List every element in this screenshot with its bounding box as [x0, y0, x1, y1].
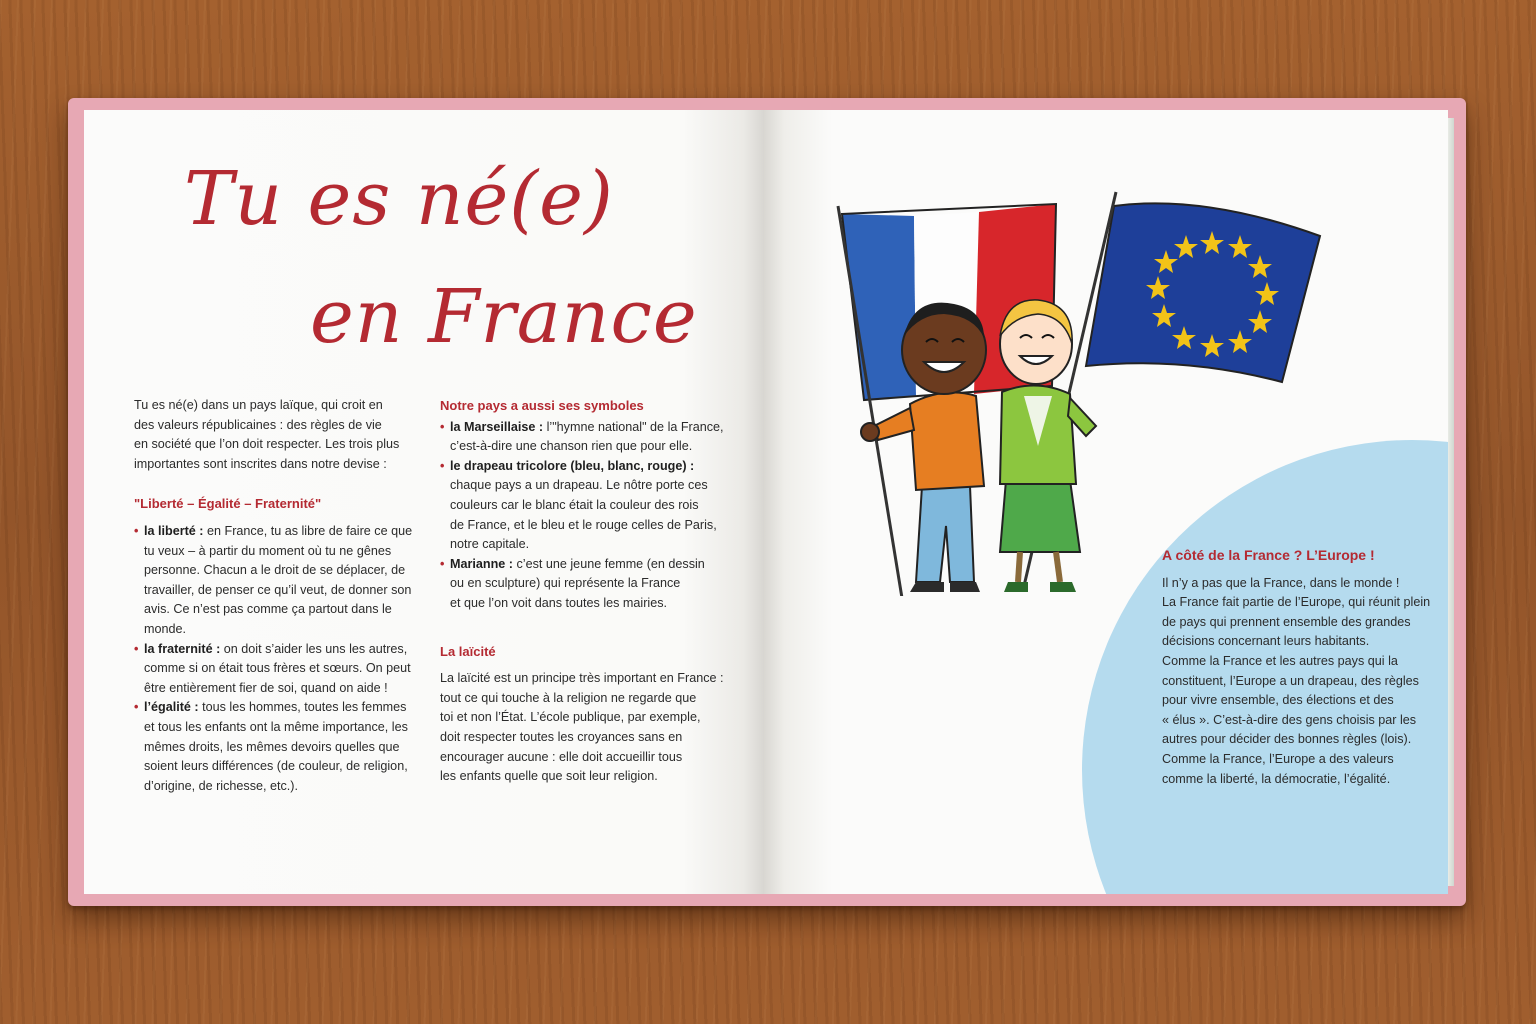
left-page [84, 110, 764, 894]
column-right [440, 396, 740, 787]
symbol-drapeau: • le drapeau tricolore (bleu, blanc, rouge) : chaque pays a un drapeau. Le nôtre porte ces couleurs car le blanc était la couleur des rois de France, et le bleu et le rouge celles de Paris, notre capitale. [440, 457, 740, 555]
children-flags-illustration [824, 186, 1344, 596]
laicite-heading: La laïcité [440, 643, 496, 659]
page-edge [1448, 118, 1454, 886]
symbol-marseillaise: • la Marseillaise : l’"hymne national" de la France, c’est-à-dire une chanson rien que pour elle. [440, 418, 740, 457]
motto-heading: "Liberté – Égalité – Fraternité" [134, 496, 322, 512]
title-line-1: Tu es né(e) [184, 156, 614, 242]
europe-text: Il n’y a pas que la France, dans le monde ! La France fait partie de l’Europe, qui réunit plein de pays qui prennent ensemble des grandes décisions concernant leurs habitants. Comme la France et les autres pays qui la constituent, l’Europe a un drapeau, des règles pour vivre ensemble, des élections et des « élus ». C’est-à-dire des gens choisis par les autres pour décider des bonnes règles (lois). Comme la France, l’Europe a des valeurs comme la liberté, la démocratie, l’égalité. [1162, 575, 1431, 786]
right-page [764, 110, 1448, 894]
intro-text: Tu es né(e) dans un pays laïque, qui croit en des valeurs républicaines : des règles de vie en société que l’on doit respecter. Les trois plus importantes sont inscrites dans notre devise : [134, 398, 400, 471]
europe-section [1162, 546, 1432, 789]
value-egalite: • l’égalité : tous les hommes, toutes les femmes et tous les enfants ont la même importance, les mêmes droits, les mêmes devoirs quelles que soient leurs différences (de couleur, de religion, d’origine, de richesse, etc.). [134, 698, 424, 796]
eu-flag-icon [1086, 203, 1320, 382]
value-liberte: • la liberté : en France, tu as libre de faire ce que tu veux – à partir du moment où tu ne gênes personne. Chacun a le droit de se déplacer, de travailler, de penser ce qu’il veut, de donner son avis. Ce n’est pas comme ça partout dans le monde. [134, 522, 424, 640]
title-line-2: en France [310, 274, 698, 360]
column-left [134, 396, 424, 796]
europe-heading: A côté de la France ? L’Europe ! [1162, 547, 1375, 563]
value-fraternite: • la fraternité : on doit s’aider les uns les autres, comme si on était tous frères et sœurs. On peut être entièrement fier de soi, quand on aide ! [134, 640, 424, 699]
laicite-text: La laïcité est un principe très important en France : tout ce qui touche à la religion ne regarde que toi et non l’État. L’école publique, par exemple, doit respecter toutes les croyances sans en encourager aucune : elle doit accueillir tous les enfants quelle que soit leur religion. [440, 671, 724, 784]
symbol-marianne: • Marianne : c’est une jeune femme (en dessin ou en sculpture) qui représente la France et que l’on voit dans toutes les mairies. [440, 555, 740, 614]
symbols-heading: Notre pays a aussi ses symboles [440, 398, 644, 413]
